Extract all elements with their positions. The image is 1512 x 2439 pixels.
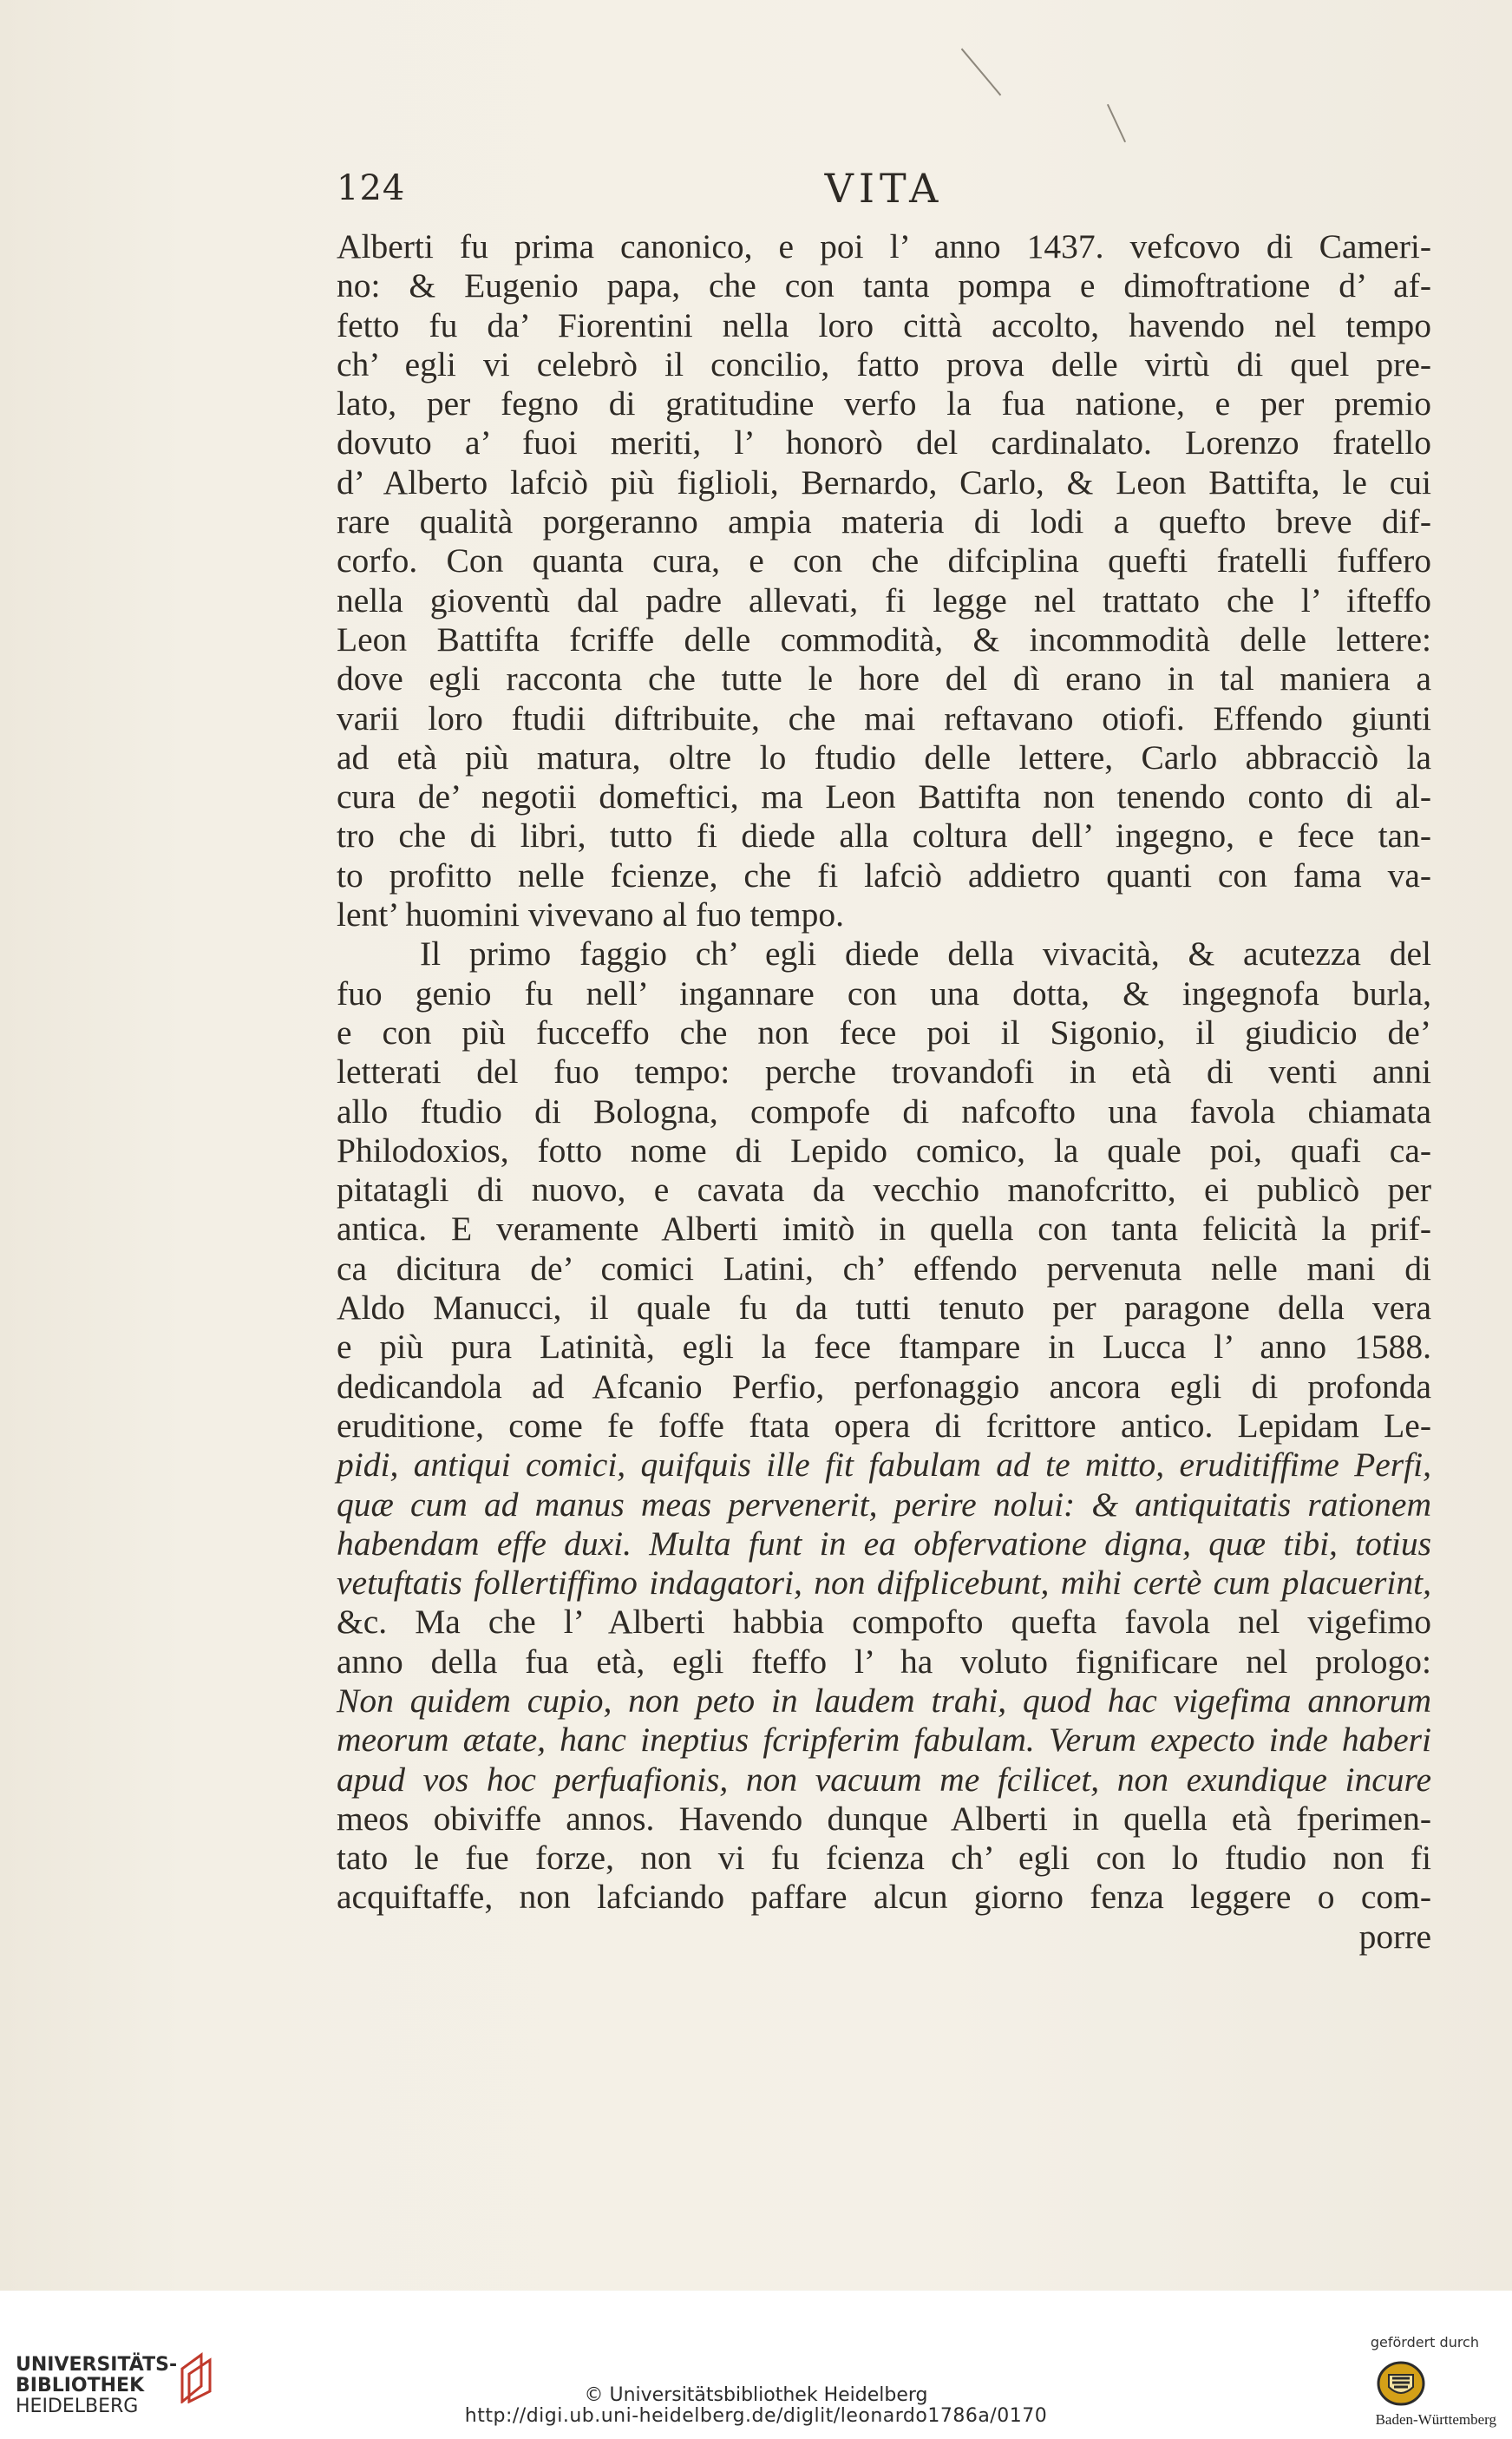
running-title: VITA xyxy=(824,165,944,212)
text-line: e più pura Latinità, egli la fece ftampare in Lucca l’ anno 1588. xyxy=(337,1328,1431,1367)
text-line: vetuftatis follertiffimo indagatori, non difplicebunt, mihi certè cum placuerint, xyxy=(337,1564,1431,1603)
text-line: tato le fue forze, non vi fu fcienza ch’ egli con lo ftudio non fi xyxy=(337,1839,1431,1878)
text-line: dove egli racconta che tutte le hore del dì erano in tal maniera a xyxy=(337,659,1431,698)
footer xyxy=(0,2291,1512,2439)
text-line: antica. E veramente Alberti imitò in quella con tanta felicità la prif- xyxy=(337,1210,1431,1249)
text-line: lato, per fegno di gratitudine verfo la fua natione, e per premio xyxy=(337,384,1431,423)
text-line: eruditione, come fe foffe ftata opera di fcrittore antico. Lepidam Le- xyxy=(337,1406,1431,1445)
text-line: habendam effe duxi. Multa funt in ea obfervatione digna, quæ tibi, totius xyxy=(337,1524,1431,1563)
fold-mark xyxy=(961,49,1002,96)
text-line: no: & Eugenio papa, che con tanta pompa e dimoftratione d’ af- xyxy=(337,266,1431,305)
funding-block xyxy=(1306,2334,1496,2429)
library-city: HEIDELBERG xyxy=(16,2396,139,2417)
text-line: acquiftaffe, non lafciando paffare alcun giorno fenza leggere o com- xyxy=(337,1878,1431,1917)
text-line: corfo. Con quanta cura, e con che difciplina quefti fratelli fuffero xyxy=(337,541,1431,580)
text-line: meorum ætate, hanc ineptius fcripferim fabulam. Verum expecto inde haberi xyxy=(337,1721,1431,1760)
text-line: Aldo Manucci, il quale fu da tutti tenuto per paragone della vera xyxy=(337,1288,1431,1328)
funding-label: gefördert durch xyxy=(1370,2334,1479,2350)
text-line: Leon Battifta fcriffe delle commodità, & incommodità delle lettere: xyxy=(337,620,1431,659)
text-line: nella gioventù dal padre allevati, fi legge nel trattato che l’ ifteffo xyxy=(337,580,1431,620)
funding-state: Baden-Württemberg xyxy=(1375,2411,1496,2428)
body-text xyxy=(337,227,1431,1957)
fold-mark xyxy=(1107,104,1126,142)
text-line: fetto fu da’ Fiorentini nella loro città accolto, havendo nel tempo xyxy=(337,305,1431,344)
text-line: Il primo faggio ch’ egli diede della vivacità, & acutezza del xyxy=(420,934,1431,974)
text-line: quæ cum ad manus meas pervenerit, perire nolui: & antiquitatis rationem xyxy=(337,1485,1431,1524)
text-line: porre xyxy=(1358,1917,1431,1956)
library-name: UNIVERSITÄTS- BIBLIOTHEK xyxy=(16,2354,178,2396)
text-line: ad età più matura, oltre lo ftudio delle lettere, Carlo abbracciò la xyxy=(337,738,1431,777)
source-url[interactable]: http://digi.ub.uni-heidelberg.de/diglit/leonardo1786a/0170 xyxy=(464,2405,1048,2427)
page-header xyxy=(337,165,1431,217)
text-line: Alberti fu prima canonico, e poi l’ anno 1437. vefcovo di Cameri- xyxy=(337,227,1431,266)
text-line: pitatagli di nuovo, e cavata da vecchio manofcritto, ei publicò per xyxy=(337,1170,1431,1210)
text-line: Philodoxios, fotto nome di Lepido comico, la quale poi, quafi ca- xyxy=(337,1131,1431,1170)
text-line: meos obiviffe annos. Havendo dunque Alberti in quella età fperimen- xyxy=(337,1799,1431,1838)
text-line: ca dicitura de’ comici Latini, ch’ effendo pervenuta nelle mani di xyxy=(337,1249,1431,1288)
text-line: d’ Alberto lafciò più figlioli, Bernardo, Carlo, & Leon Battifta, le cui xyxy=(337,462,1431,502)
text-line: ch’ egli vi celebrò il concilio, fatto prova delle virtù di quel pre- xyxy=(337,344,1431,384)
text-line: cura de’ negotii domeftici, ma Leon Battifta non tenendo conto di al- xyxy=(337,777,1431,816)
text-line: lent’ huomini vivevano al fuo tempo. xyxy=(337,895,845,934)
text-line: fuo genio fu nell’ ingannare con una dotta, & ingegnofa burla, xyxy=(337,974,1431,1013)
page-number: 124 xyxy=(337,168,406,208)
text-line: pidi, antiqui comici, quifquis ille fit fabulam ad te mitto, eruditiffime Perfi, xyxy=(337,1446,1431,1485)
text-line: tro che di libri, tutto fi diede alla coltura dell’ ingegno, e fece tan- xyxy=(337,816,1431,856)
text-line: apud vos hoc perfuafionis, non vacuum me fcilicet, non exundique incure xyxy=(337,1760,1431,1799)
coat-of-arms-icon xyxy=(1375,2359,1427,2408)
text-line: &c. Ma che l’ Alberti habbia compofto quefta favola nel vigefimo xyxy=(337,1603,1431,1642)
text-line: dovuto a’ fuoi meriti, l’ honorò del cardinalato. Lorenzo fratello xyxy=(337,423,1431,462)
copyright-notice: © Universitätsbibliothek Heidelberg xyxy=(584,2384,928,2406)
text-line: dedicandola ad Afcanio Perfio, perfonaggio ancora egli di profonda xyxy=(337,1367,1431,1406)
text-line: to profitto nelle fcienze, che fi lafciò addietro quanti con fama va- xyxy=(337,856,1431,895)
text-line: varii loro ftudii diftribuite, che mai reftavano otiofi. Effendo giunti xyxy=(337,698,1431,738)
text-line: anno della fua età, egli fteffo l’ ha voluto fignificare nel prologo: xyxy=(337,1642,1431,1681)
text-line: letterati del fuo tempo: perche trovandofi in età di venti anni xyxy=(337,1052,1431,1092)
text-line: e con più fucceffo che non fece poi il Sigonio, il giudicio de’ xyxy=(337,1013,1431,1052)
text-line: allo ftudio di Bologna, compofe di nafcofto una favola chiamata xyxy=(337,1092,1431,1131)
text-line: Non quidem cupio, non peto in laudem trahi, quod hac vigefima annorum xyxy=(337,1681,1431,1720)
text-line: rare qualità porgeranno ampia materia di lodi a quefto breve dif- xyxy=(337,502,1431,541)
